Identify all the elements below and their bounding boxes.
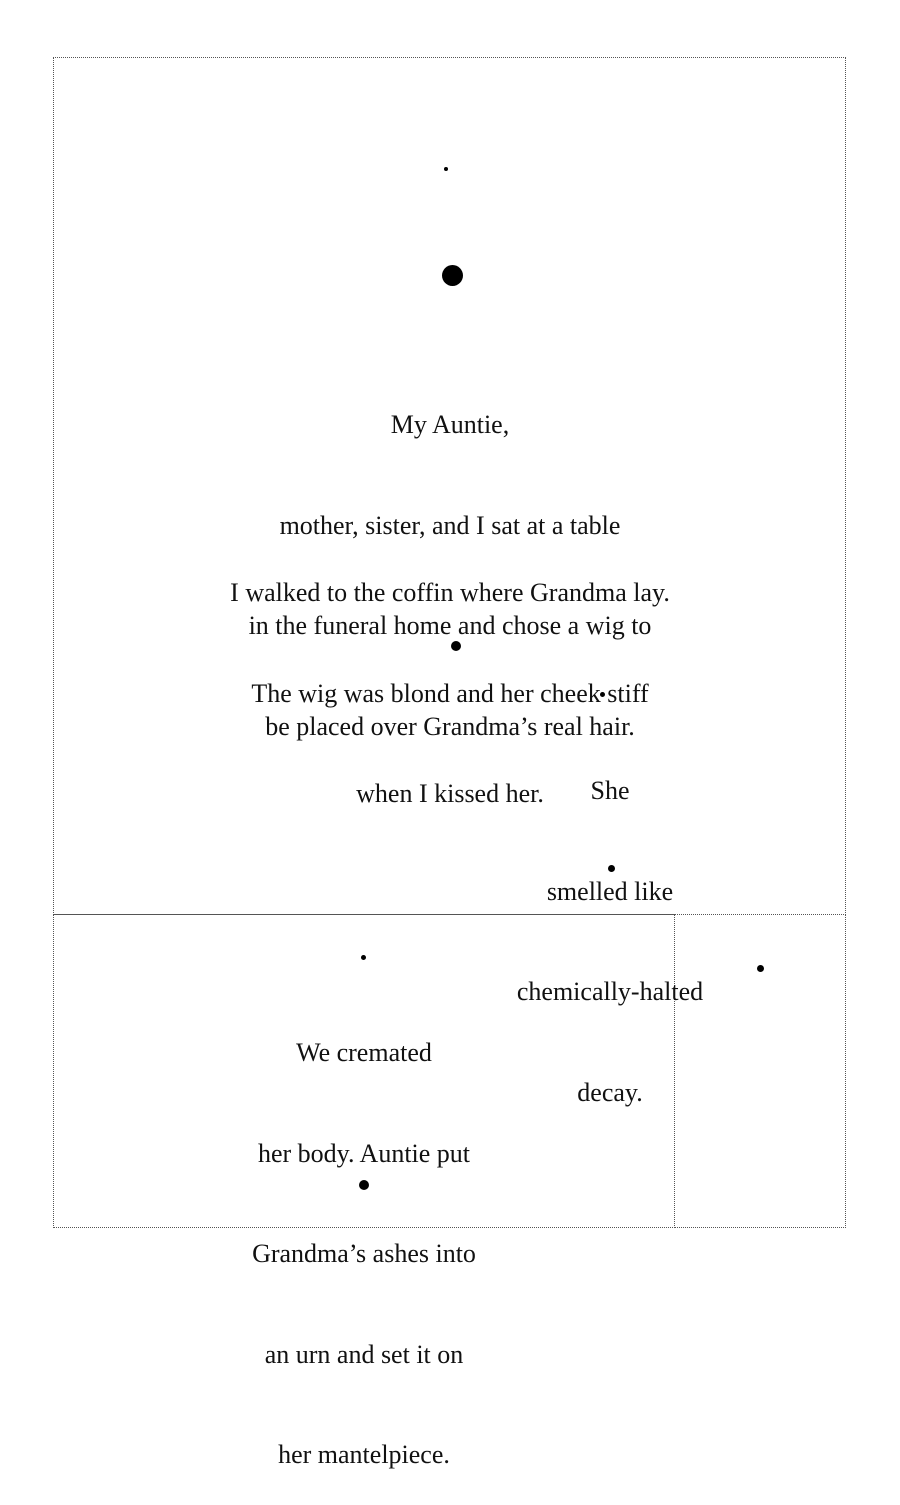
poem-line: The wig was blond and her cheek stiff	[251, 678, 649, 708]
poem-line: be placed over Grandma’s real hair.	[265, 711, 635, 741]
poem-line: her mantelpiece.	[278, 1440, 450, 1469]
poem-line: chemically-halted	[516, 977, 704, 1006]
poem-line: in the funeral home and chose a wig to	[248, 611, 652, 640]
dot-tiny	[444, 167, 448, 171]
poem-line: her body. Auntie put	[257, 1138, 471, 1168]
poem-line: an urn and set it on	[264, 1339, 464, 1369]
poem-line: Grandma’s ashes into	[252, 1239, 476, 1268]
stanza-4	[214, 969, 514, 1505]
dot-large	[442, 265, 463, 286]
poem-line: I walked to the coffin where Grandma lay.	[230, 578, 670, 607]
dot-small	[361, 955, 366, 960]
poem-line: decay.	[577, 1077, 643, 1107]
poem-line: when I kissed her.	[356, 779, 544, 808]
poem-line: We cremated	[296, 1038, 432, 1067]
poem-line: smelled like	[546, 876, 674, 906]
stanza-2	[0, 509, 900, 844]
poem-line: mother, sister, and I sat at a table	[279, 510, 621, 540]
poem-line: She	[590, 776, 630, 805]
poem-line: My Auntie,	[390, 410, 510, 439]
